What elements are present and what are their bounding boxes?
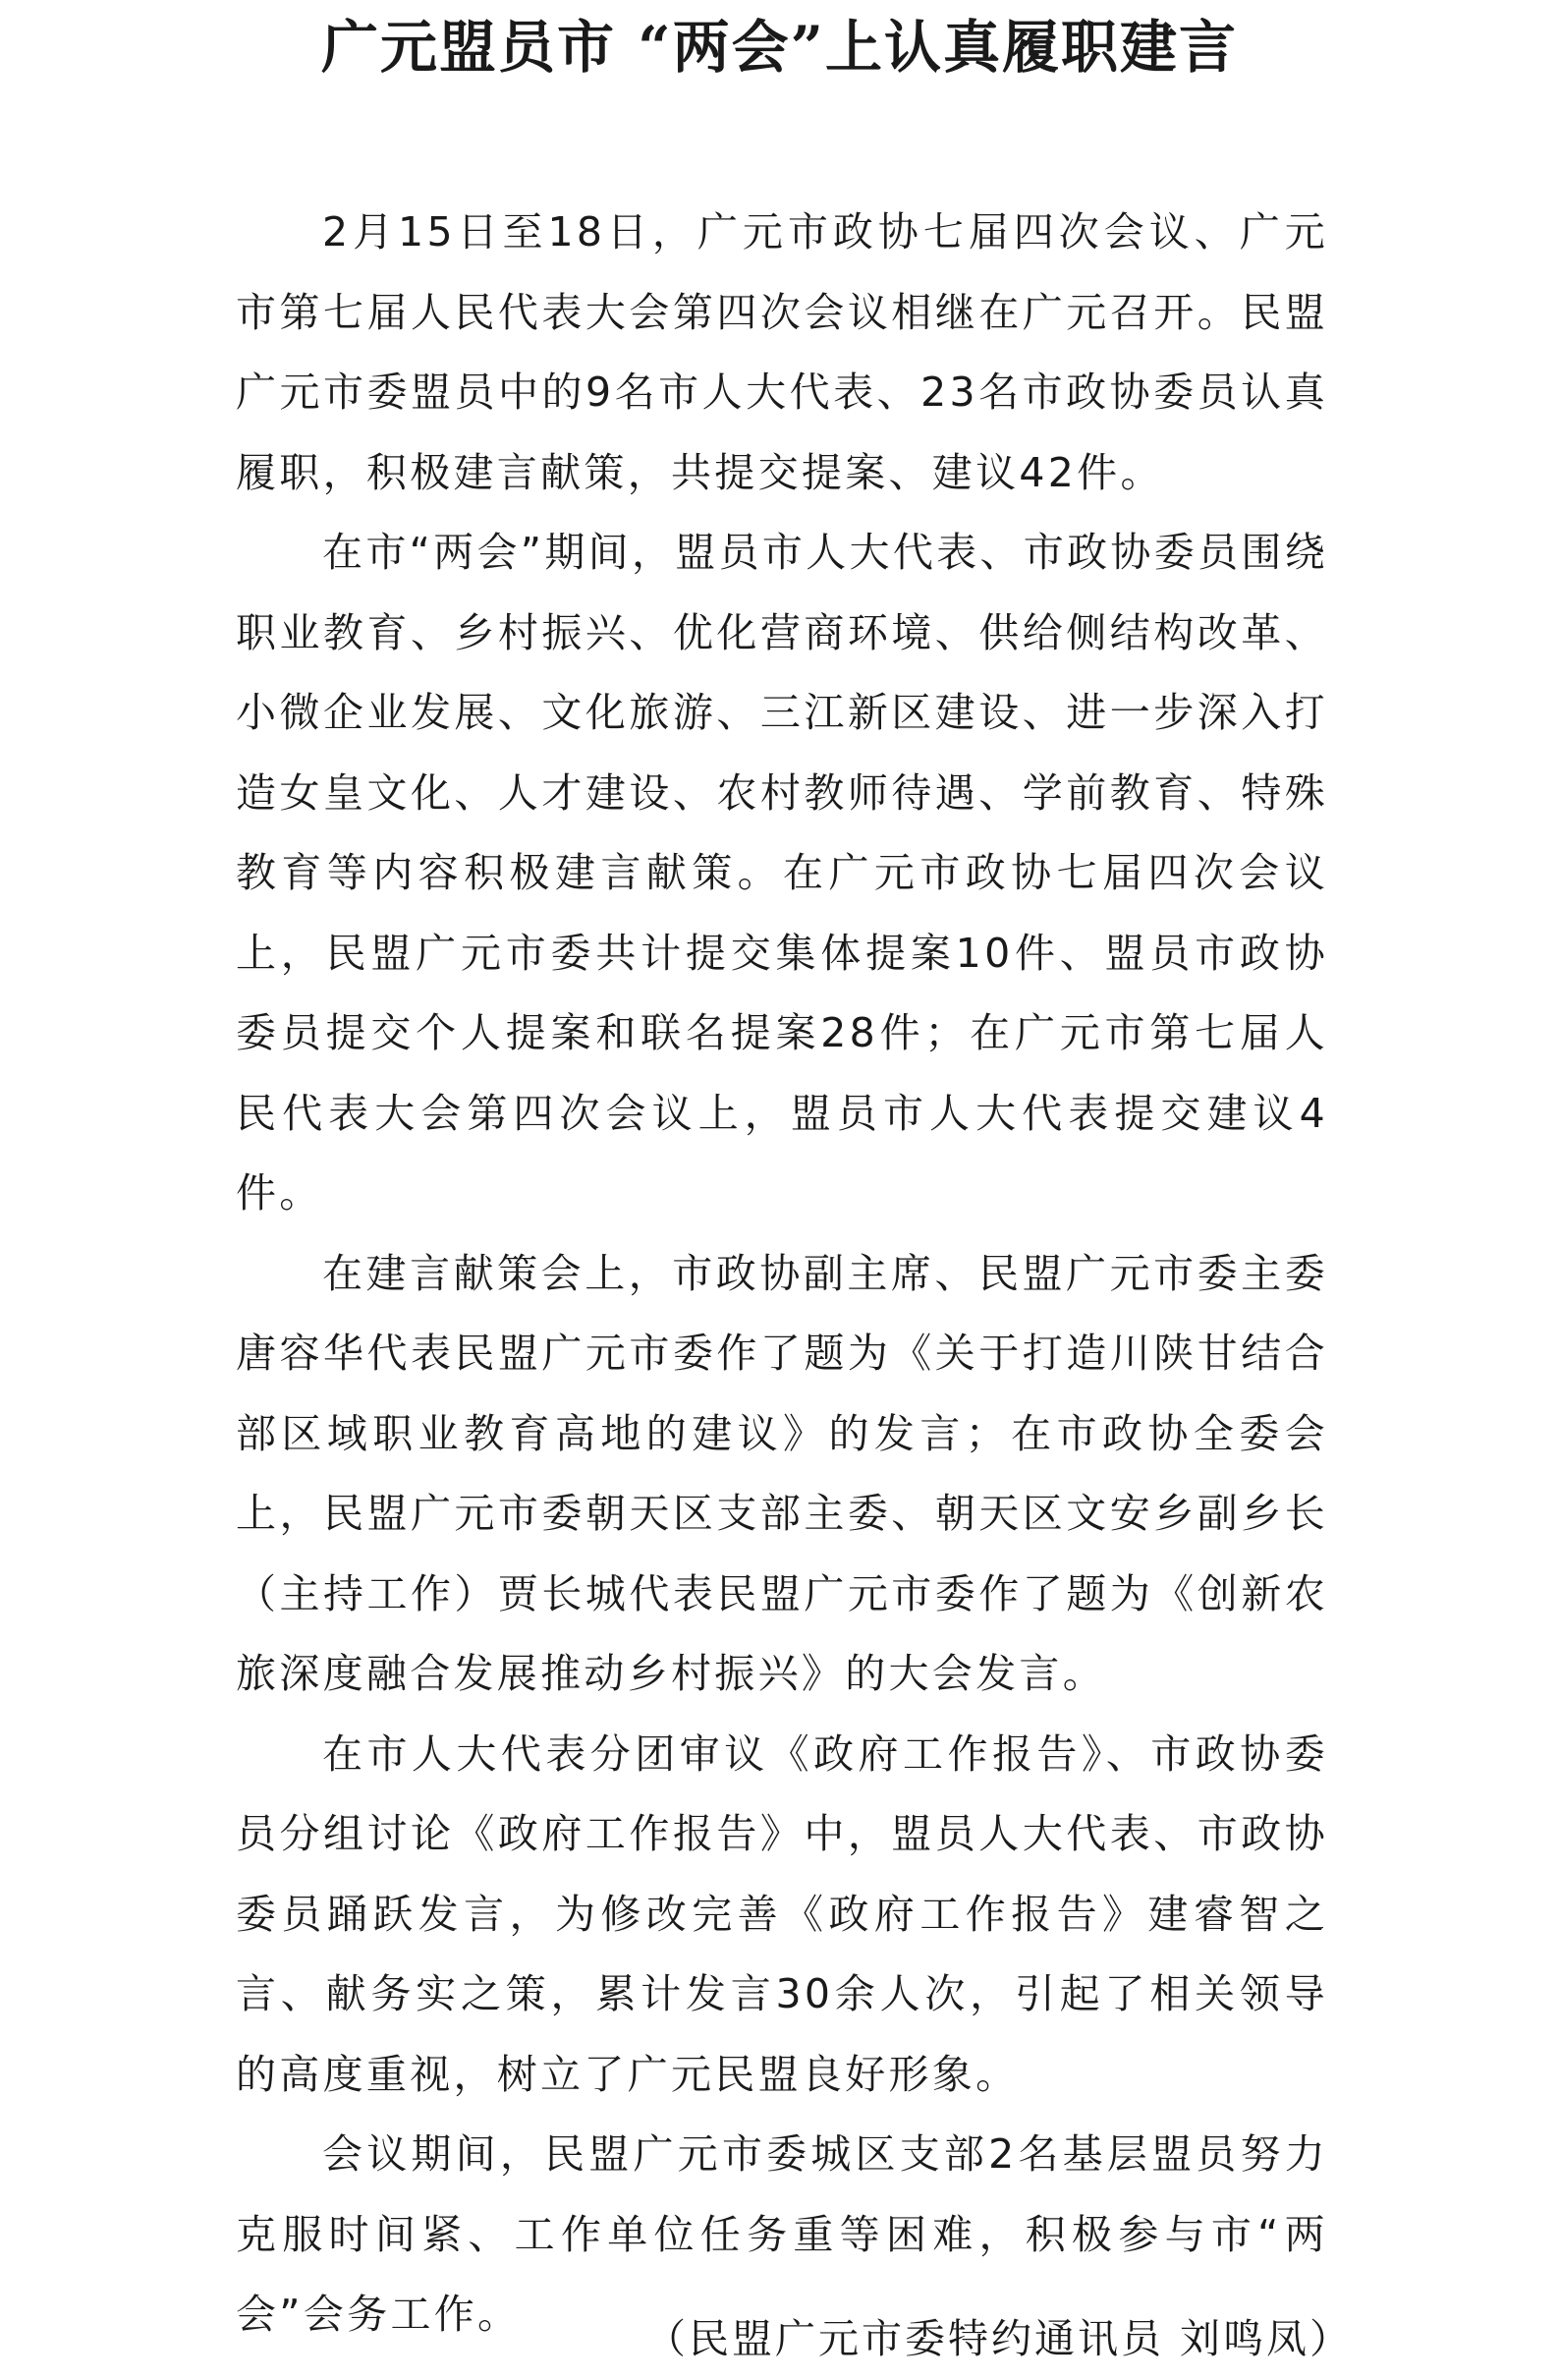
article-body xyxy=(236,193,1328,2355)
author-byline: （民盟广元市委特约通讯员 刘鸣凤） xyxy=(644,2315,1353,2362)
paragraph-4: 在市人大代表分团审议《政府工作报告》、市政协委员分组讨论《政府工作报告》中，盟员人大代表、市政协委员踊跃发言，为修改完善《政府工作报告》建睿智之言、献务实之策，累计发言30余人次，引起了相关领导的高度重视，树立了广元民盟良好形象。 xyxy=(236,1729,1328,2098)
paragraph-1: 2月15日至18日，广元市政协七届四次会议、广元市第七届人民代表大会第四次会议相继在广元召开。民盟广元市委盟员中的9名市人大代表、23名市政协委员认真履职，积极建言献策，共提交提案、建议42件。 xyxy=(236,208,1328,496)
article-title: 广元盟员市 “两会”上认真履职建言 xyxy=(321,14,1238,81)
paragraph-3: 在建言献策会上，市政协副主席、民盟广元市委主委唐容华代表民盟广元市委作了题为《关于打造川陕甘结合部区域职业教育高地的建议》的发言；在市政协全委会上，民盟广元市委朝天区支部主委、朝天区文安乡副乡长（主持工作）贾长城代表民盟广元市委作了题为《创新农旅深度融合发展推动乡村振兴》的大会发言。 xyxy=(236,1249,1328,1697)
paragraph-5: 会议期间，民盟广元市委城区支部2名基层盟员努力克服时间紧、工作单位任务重等困难，积极参与市“两会”会务工作。 xyxy=(236,2130,1328,2338)
paragraph-2: 在市“两会”期间，盟员市人大代表、市政协委员围绕职业教育、乡村振兴、优化营商环境、供给侧结构改革、小微企业发展、文化旅游、三江新区建设、进一步深入打造女皇文化、人才建设、农村教师待遇、学前教育、特殊教育等内容积极建言献策。在广元市政协七届四次会议上，民盟广元市委共计提交集体提案10件、盟员市政协委员提交个人提案和联名提案28件；在广元市第七届人民代表大会第四次会议上，盟员市人大代表提交建议4件。 xyxy=(236,529,1328,1217)
